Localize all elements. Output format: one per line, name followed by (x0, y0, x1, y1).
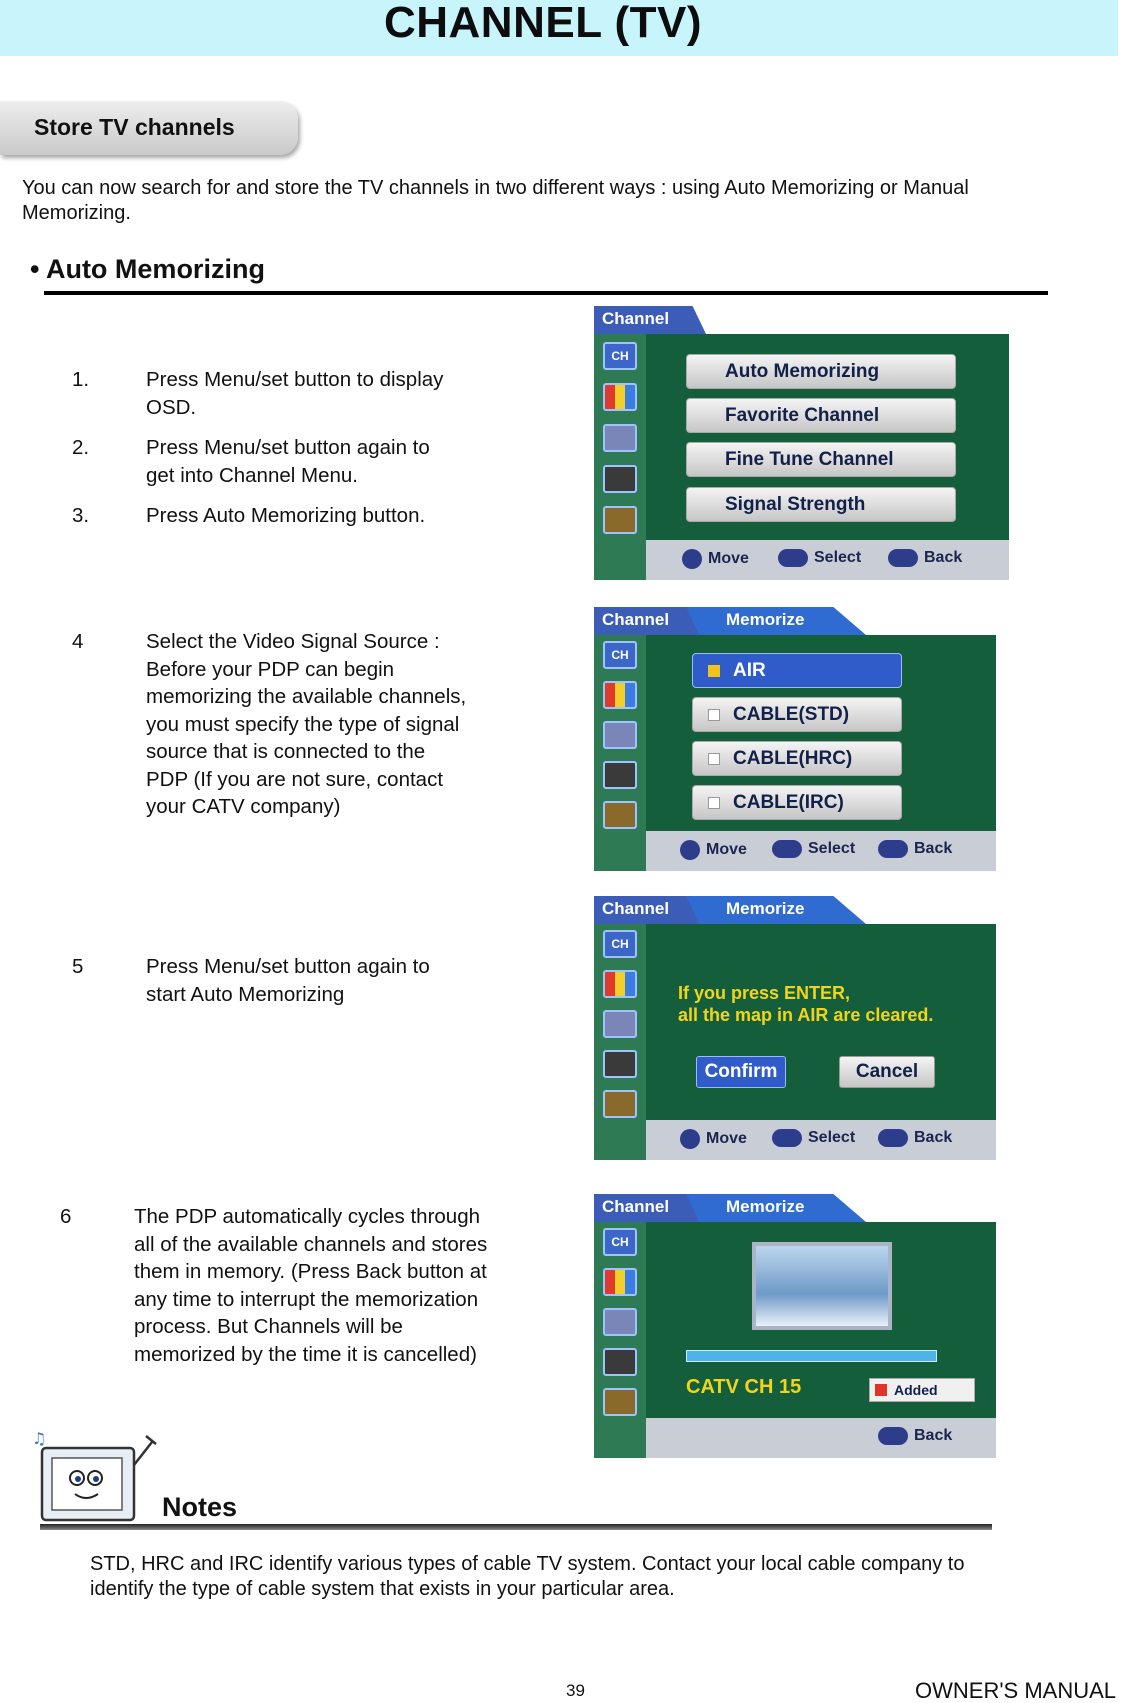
step-number: 3. (72, 504, 90, 527)
step-line: memorizing the available channels, (146, 685, 467, 708)
caption-icon (603, 761, 637, 789)
step-line: OSD. (146, 395, 197, 419)
back-icon (878, 1129, 908, 1147)
step-line: Press Menu/set button again to (146, 955, 430, 978)
title-bar (0, 0, 1118, 56)
osd-memorize-confirm (594, 896, 996, 1160)
step-line: get into Channel Menu. (146, 463, 358, 487)
channel-icon: CH (603, 1228, 637, 1256)
memorize-progress-bar (686, 1350, 937, 1362)
enter-icon (772, 1129, 802, 1147)
checkbox-icon (708, 665, 720, 677)
osd-memorize-source (594, 607, 996, 871)
osd-sidebar (594, 334, 646, 580)
channel-icon: CH (603, 342, 637, 370)
back-icon (888, 549, 918, 567)
notes-heading: Notes (162, 1492, 238, 1522)
step-line: all of the available channels and stores (134, 1232, 488, 1256)
notes-divider (40, 1524, 992, 1530)
step-line: source that is connected to the (146, 740, 426, 763)
caption-icon (603, 1348, 637, 1376)
osd-option-cable-std[interactable]: CABLE(STD) (692, 697, 902, 732)
step-line: The PDP automatically cycles through (134, 1205, 481, 1228)
enter-icon (772, 840, 802, 858)
select-hint: Select (778, 549, 861, 567)
step-line: PDP (If you are not sure, contact (146, 767, 444, 791)
auto-memorizing-heading: • Auto Memorizing (30, 254, 265, 284)
enter-icon (778, 549, 808, 567)
osd-footer (646, 831, 996, 871)
lock-icon (603, 1090, 637, 1118)
osd-tab-channel: Channel (602, 899, 670, 918)
back-hint: Back (878, 840, 952, 858)
osd-item-signal-strength[interactable]: Signal Strength (686, 487, 956, 522)
osd-tab-memorize: Memorize (726, 610, 805, 629)
step-number: 6 (60, 1205, 72, 1228)
osd-memorize-progress (594, 1194, 996, 1458)
step-line: your CATV company) (146, 795, 341, 818)
step-number: 5 (72, 955, 84, 978)
caption-icon (603, 1050, 637, 1078)
speaker-icon (603, 1010, 637, 1038)
back-icon (878, 840, 908, 858)
step-line: Before your PDP can begin (146, 657, 395, 681)
caption-icon (603, 465, 637, 493)
checkbox-icon (708, 709, 720, 721)
step-number: 1. (72, 368, 90, 391)
step-line: Press Menu/set button again to (146, 436, 430, 459)
picture-icon (603, 970, 637, 998)
step-line: memorized by the time it is cancelled) (134, 1342, 477, 1366)
move-icon (680, 840, 700, 860)
page-title: CHANNEL (TV) (383, 0, 703, 47)
step-line: any time to interrupt the memorization (134, 1287, 479, 1311)
osd-item-auto-memorizing[interactable]: Auto Memorizing (686, 354, 956, 389)
osd-footer (646, 540, 1009, 580)
channel-icon: CH (603, 930, 637, 958)
back-hint: Back (878, 1129, 952, 1147)
speaker-icon (603, 721, 637, 749)
lock-icon (603, 1388, 637, 1416)
step-line: you must specify the type of signal (146, 712, 460, 736)
osd-warning: If you press ENTER, all the map in AIR are cleared. (678, 983, 934, 1025)
osd-tab-channel: Channel (602, 309, 670, 328)
heading-divider (44, 291, 1048, 295)
added-status-badge: Added (869, 1378, 975, 1402)
page-number: 39 (566, 1681, 585, 1700)
notes-text: STD, HRC and IRC identify various types of cable TV system. Contact your local cable company to identify the type of cable system that exists in your particular area. (90, 1553, 965, 1600)
osd-item-fine-tune-channel[interactable]: Fine Tune Channel (686, 442, 956, 477)
osd-sidebar (594, 635, 646, 871)
osd-footer (646, 1418, 996, 1458)
current-channel-label: CATV CH 15 (686, 1376, 802, 1398)
cancel-button[interactable]: Cancel (839, 1056, 935, 1088)
picture-icon (603, 383, 637, 411)
picture-icon (603, 1268, 637, 1296)
lock-icon (603, 506, 637, 534)
step-number: 2. (72, 436, 90, 459)
osd-channel-menu (594, 306, 1009, 580)
checkbox-icon (708, 797, 720, 809)
channel-icon: CH (603, 641, 637, 669)
osd-option-cable-hrc[interactable]: CABLE(HRC) (692, 741, 902, 776)
osd-sidebar (594, 1222, 646, 1458)
section-label (0, 101, 298, 155)
step-line: process. But Channels will be (134, 1315, 403, 1338)
back-icon (878, 1427, 908, 1445)
step-line: Select the Video Signal Source : (146, 630, 440, 653)
confirm-button[interactable]: Confirm (696, 1056, 786, 1088)
step-line: Press Auto Memorizing button. (146, 504, 426, 527)
select-hint: Select (772, 840, 855, 858)
osd-option-air[interactable]: AIR (692, 653, 902, 688)
speaker-icon (603, 424, 637, 452)
back-hint: Back (878, 1427, 952, 1445)
section-label-text: Store TV channels (34, 114, 235, 140)
move-hint: Move (682, 549, 749, 569)
step-number: 4 (72, 630, 84, 653)
osd-footer (646, 1120, 996, 1160)
osd-tab-channel: Channel (602, 1197, 670, 1216)
osd-item-favorite-channel[interactable]: Favorite Channel (686, 398, 956, 433)
speaker-icon (603, 1308, 637, 1336)
checkbox-icon (708, 753, 720, 765)
osd-sidebar (594, 924, 646, 1160)
svg-text:♫: ♫ (32, 1429, 47, 1448)
move-hint: Move (680, 840, 747, 860)
osd-tab-memorize: Memorize (726, 899, 805, 918)
move-icon (680, 1129, 700, 1149)
select-hint: Select (772, 1129, 855, 1147)
lock-icon (603, 801, 637, 829)
osd-tab-memorize: Memorize (726, 1197, 805, 1216)
osd-tab-channel: Channel (602, 610, 670, 629)
osd-option-cable-irc[interactable]: CABLE(IRC) (692, 785, 902, 820)
channel-preview-image (752, 1242, 892, 1330)
manual-label: OWNER'S MANUAL (915, 1678, 1116, 1703)
step-line: start Auto Memorizing (146, 982, 345, 1006)
added-icon (875, 1384, 887, 1396)
back-hint: Back (888, 549, 962, 567)
move-hint: Move (680, 1129, 747, 1149)
move-icon (682, 549, 702, 569)
step-line: Press Menu/set button to display (146, 368, 444, 391)
picture-icon (603, 681, 637, 709)
step-line: them in memory. (Press Back button at (134, 1260, 487, 1283)
intro-paragraph: You can now search for and store the TV channels in two different ways : using Auto Memorizing or Manual Memorizing. (22, 177, 969, 224)
